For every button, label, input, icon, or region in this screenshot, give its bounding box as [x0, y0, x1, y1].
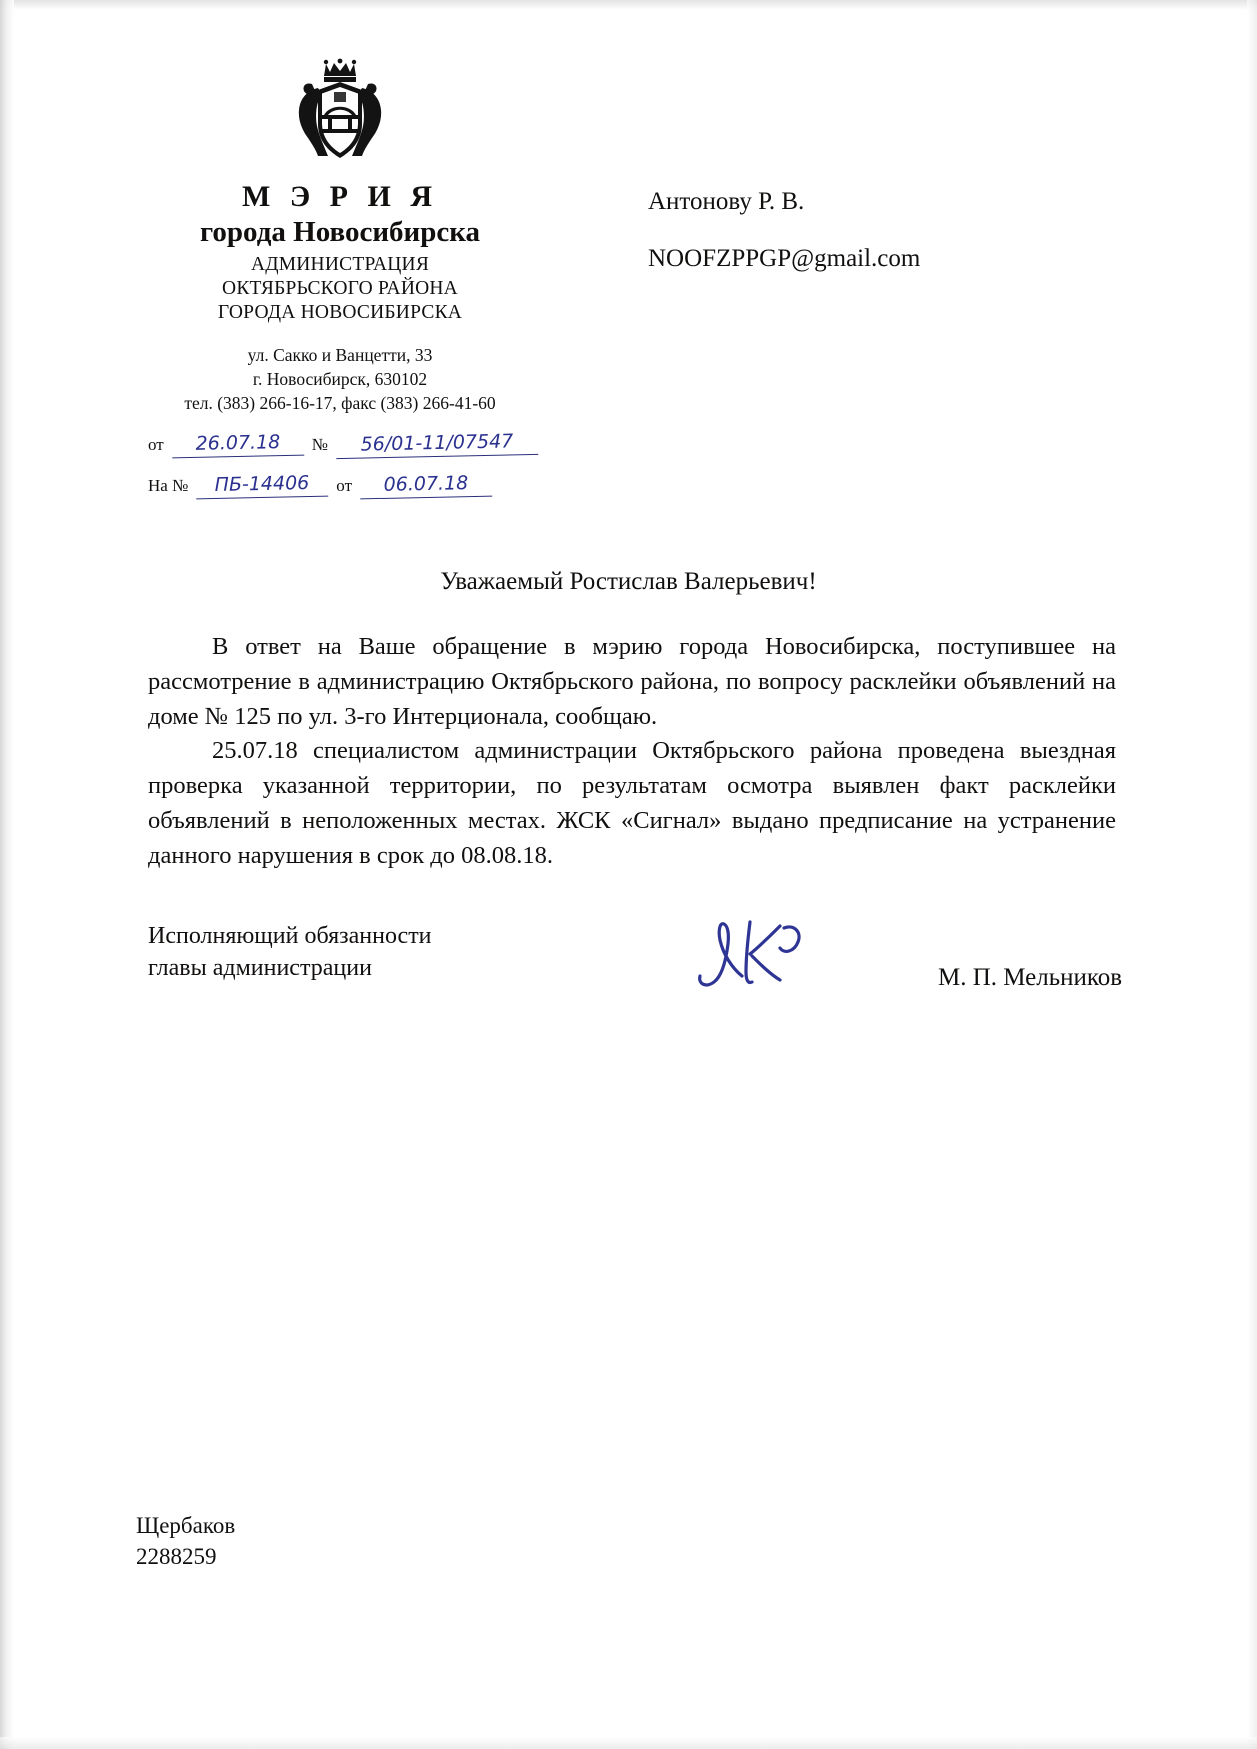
letter-body [148, 630, 1116, 873]
signature-block [148, 920, 1148, 991]
signer-title [148, 920, 568, 985]
salutation: Уважаемый Ростислав Валерьевич! [440, 568, 817, 595]
scan-edge-right [1247, 0, 1257, 1749]
outgoing-number-value: 56/01-11/07547 [336, 430, 538, 459]
org-name-city: города Новосибирска [199, 216, 481, 248]
signer-title-line-2: главы администрации [148, 955, 372, 982]
executor-name: Щербаков [136, 1513, 236, 1538]
body-paragraph-1: В ответ на Ваше обращение в мэрию города Новосибирска, поступившее на рассмотрение в администрацию Октябрьского района, по вопросу расклейки объявлений на доме № 125 по ул. 3-го Интерционала, сообщаю. [148, 633, 1116, 730]
outgoing-reference-row [148, 432, 618, 457]
address-block [120, 343, 560, 415]
address-phone: тел. (383) 266-16-17, факс (383) 266-41-60 [184, 392, 496, 413]
executor-phone: 2288259 [136, 1544, 217, 1570]
incoming-number-label: На № [148, 476, 189, 495]
signer-title-line-1: Исполняющий обязанности [148, 923, 432, 949]
address-street: ул. Сакко и Ванцетти, 33 [247, 344, 433, 365]
org-name-district-city: ГОРОДА НОВОСИБИРСКА [217, 301, 463, 323]
address-city: г. Новосибирск, 630102 [252, 368, 428, 389]
scan-edge-left [0, 0, 14, 1749]
addressee-block [648, 186, 1168, 275]
executor-block [136, 1510, 235, 1572]
addressee-email: NOOFZPPGP@gmail.com [648, 244, 921, 272]
org-name-administration: АДМИНИСТРАЦИЯ [250, 254, 430, 276]
signer-name: М. П. Мельников [938, 964, 1123, 991]
body-paragraph-2: 25.07.18 специалистом администрации Октябрьского района проведена выездная проверка указанной территории, по результатам осмотра выявлен факт расклейки объявлений в неположенных местах. ЖСК «Сигнал» выдано предписание на устранение данного нарушения в срок до 08.08.18. [148, 737, 1116, 869]
incoming-number-value: ПБ-14406 [196, 472, 328, 500]
addressee-name: Антонову Р. В. [648, 188, 805, 215]
incoming-date-value: 06.07.18 [360, 472, 492, 500]
novosibirsk-coat-of-arms-icon [288, 58, 392, 170]
org-name-district: ОКТЯБРЬСКОГО РАЙОНА [222, 278, 458, 300]
outgoing-date-label: от [148, 435, 164, 454]
incoming-date-label: от [336, 476, 353, 495]
handwritten-signature-icon [688, 910, 868, 1000]
reference-numbers [148, 432, 618, 514]
outgoing-date-value: 26.07.18 [171, 431, 303, 459]
org-name-mayoralty: М Э Р И Я [242, 180, 438, 213]
outgoing-number-label: № [311, 435, 328, 454]
scan-edge-bottom [0, 1737, 1257, 1749]
scan-edge-top [0, 0, 1257, 10]
letterhead [120, 58, 560, 415]
incoming-reference-row [148, 473, 618, 498]
